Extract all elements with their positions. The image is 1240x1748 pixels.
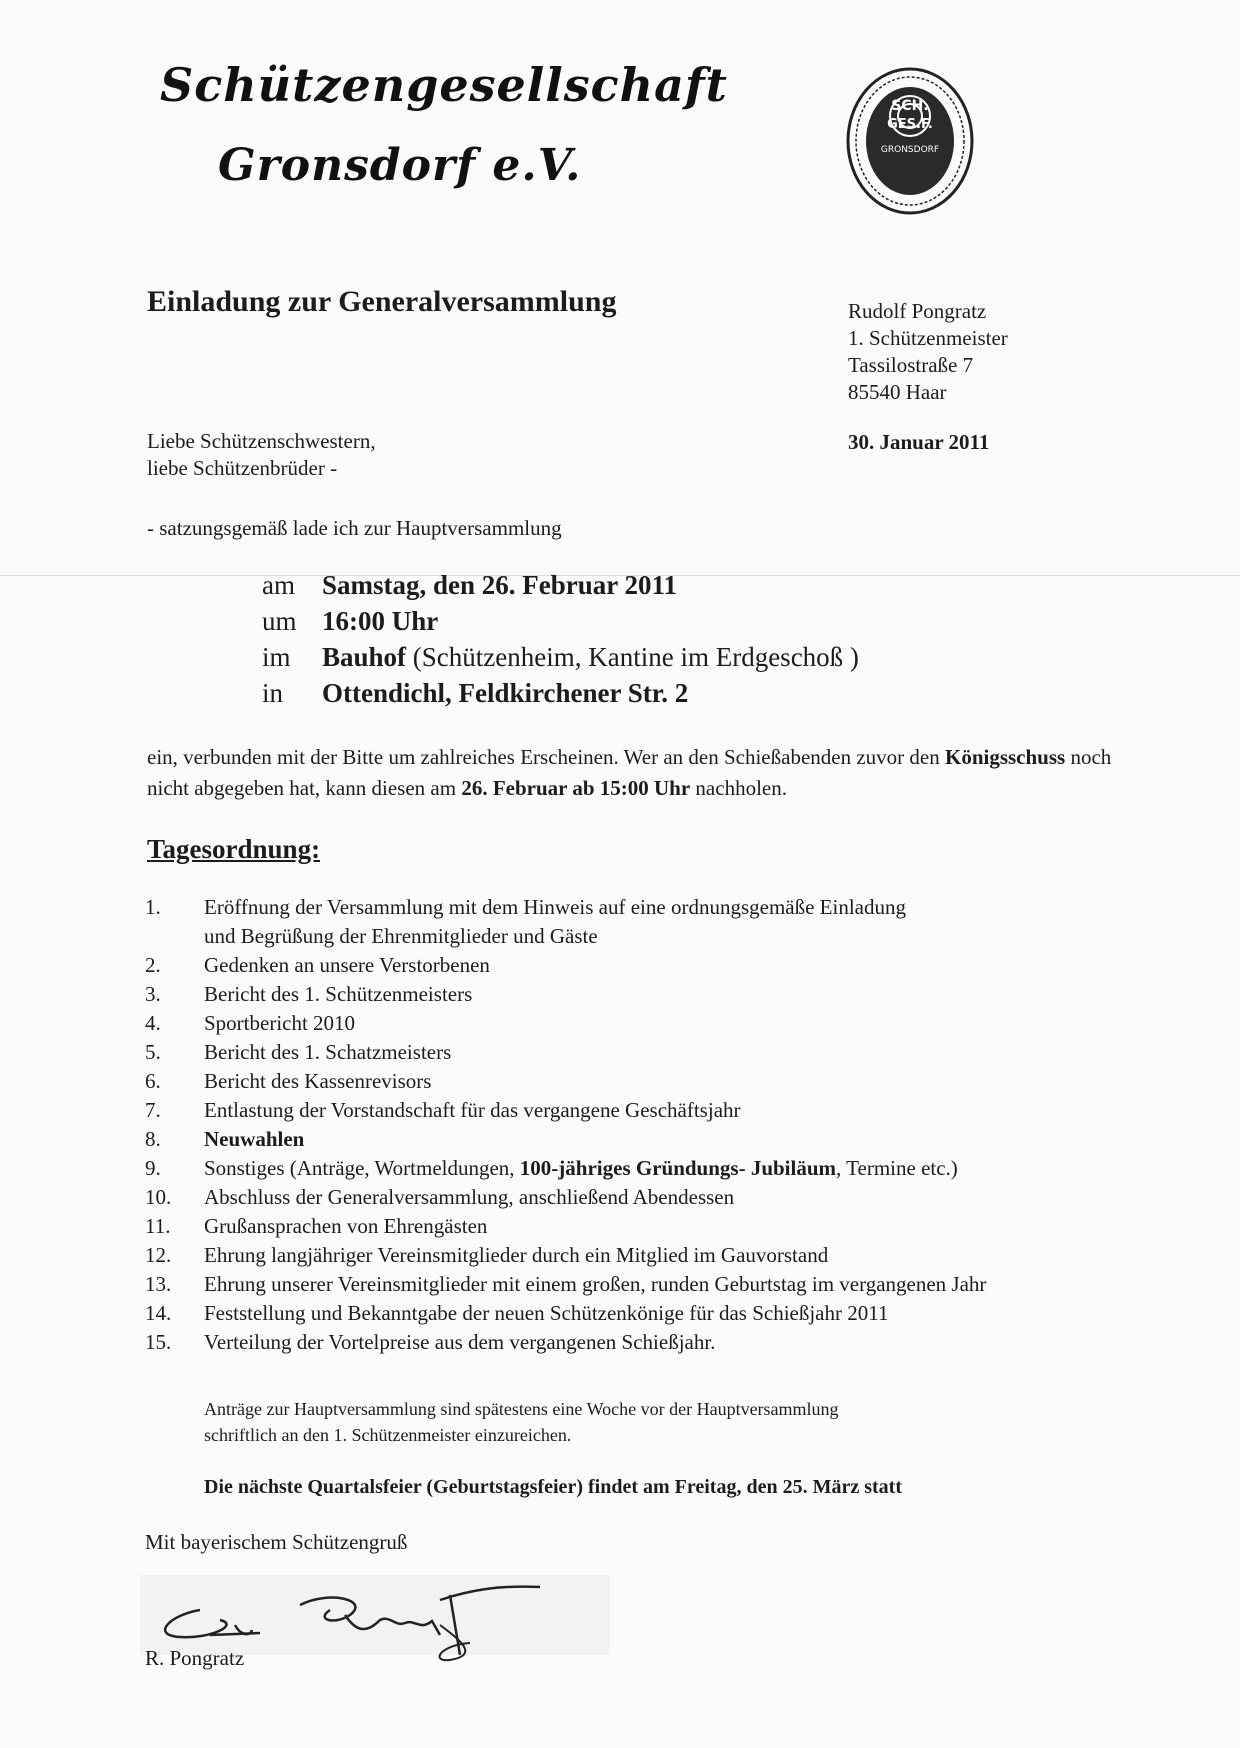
agenda-num: 2. bbox=[145, 953, 161, 977]
club-logo bbox=[845, 66, 975, 216]
agenda-num: 15. bbox=[145, 1330, 172, 1354]
agenda-text: , Termine etc.) bbox=[836, 1156, 958, 1180]
agenda-item bbox=[145, 1299, 1145, 1328]
intro-text: - satzungsgemäß lade ich zur Hauptversammlung bbox=[147, 516, 562, 540]
para-part: ein, verbunden mit der Bitte um zahlreiches Erscheinen. Wer an den Schießabenden zuvor den bbox=[147, 745, 945, 769]
closing-greeting: Mit bayerischem Schützengruß bbox=[145, 1530, 408, 1554]
greeting bbox=[147, 428, 376, 482]
agenda-title: Tagesordnung: bbox=[147, 834, 321, 864]
agenda-item bbox=[145, 1270, 1145, 1299]
agenda-item bbox=[145, 951, 1145, 980]
meeting-details bbox=[262, 570, 859, 714]
agenda-list bbox=[145, 893, 1145, 1357]
agenda-text: Abschluss der Generalversammlung, anschließend Abendessen bbox=[204, 1185, 735, 1209]
agenda-num: 13. bbox=[145, 1272, 172, 1296]
sender-role: 1. Schützenmeister bbox=[848, 326, 1008, 350]
detail-value: Samstag, den 26. Februar 2011 bbox=[322, 570, 678, 600]
agenda-item bbox=[145, 1009, 1145, 1038]
agenda-item bbox=[145, 980, 1145, 1009]
agenda-item bbox=[145, 1183, 1145, 1212]
sender-block bbox=[848, 298, 1008, 406]
note-line-1: Anträge zur Hauptversammlung sind spätestens eine Woche vor der Hauptversammlung bbox=[204, 1399, 839, 1419]
agenda-text: Sonstiges (Anträge, Wortmeldungen, bbox=[204, 1156, 520, 1180]
greeting-line-1: Liebe Schützenschwestern, bbox=[147, 429, 376, 453]
agenda-text: Feststellung und Bekanntgabe der neuen Schützenkönige für das Schießjahr 2011 bbox=[204, 1301, 889, 1325]
agenda-item bbox=[145, 1241, 1145, 1270]
letter-date: 30. Januar 2011 bbox=[848, 430, 990, 454]
club-name-line1: Schützengesellschaft bbox=[160, 58, 728, 112]
agenda-item bbox=[145, 1212, 1145, 1241]
agenda-item bbox=[145, 1096, 1145, 1125]
agenda-text-cont: und Begrüßung der Ehrenmitglieder und Gäste bbox=[204, 924, 598, 948]
detail-label: um bbox=[262, 606, 297, 636]
agenda-num: 14. bbox=[145, 1301, 172, 1325]
agenda-text: Sportbericht 2010 bbox=[204, 1011, 356, 1035]
note-line-2: schriftlich an den 1. Schützenmeister einzureichen. bbox=[204, 1425, 572, 1445]
agenda-text: Verteilung der Vortelpreise aus dem vergangenen Schießjahr. bbox=[204, 1330, 716, 1354]
next-event: Die nächste Quartalsfeier (Geburtstagsfeier) findet am Freitag, den 25. März statt bbox=[204, 1476, 902, 1498]
detail-row-date bbox=[262, 570, 859, 606]
greeting-line-2: liebe Schützenbrüder - bbox=[147, 456, 338, 480]
agenda-item bbox=[145, 1328, 1145, 1357]
agenda-num: 1. bbox=[145, 895, 161, 919]
agenda-num: 11. bbox=[145, 1214, 171, 1238]
detail-row-place bbox=[262, 642, 859, 678]
agenda-item bbox=[145, 1125, 1145, 1154]
agenda-text: Eröffnung der Versammlung mit dem Hinweis auf eine ordnungsgemäße Einladung bbox=[204, 895, 906, 919]
para-bold: 26. Februar ab 15:00 Uhr bbox=[461, 776, 691, 800]
sender-name: Rudolf Pongratz bbox=[848, 299, 987, 323]
note-block bbox=[204, 1396, 1104, 1448]
agenda-text-bold: 100-jähriges Gründungs- Jubiläum bbox=[519, 1156, 837, 1180]
agenda-text: Gedenken an unsere Verstorbenen bbox=[204, 953, 490, 977]
detail-label: im bbox=[262, 642, 291, 672]
detail-row-location bbox=[262, 678, 859, 714]
invitation-paragraph bbox=[147, 742, 1147, 804]
detail-value: Ottendichl, Feldkirchener Str. 2 bbox=[322, 678, 689, 708]
letter-title: Einladung zur Generalversammlung bbox=[147, 285, 617, 318]
signature-name: R. Pongratz bbox=[145, 1646, 245, 1670]
agenda-num: 12. bbox=[145, 1243, 172, 1267]
logo-text-2: GES.F. bbox=[887, 117, 933, 132]
agenda-text: Entlastung der Vorstandschaft für das vergangene Geschäftsjahr bbox=[204, 1098, 741, 1122]
agenda-num: 10. bbox=[145, 1185, 172, 1209]
detail-label: in bbox=[262, 678, 284, 708]
agenda-text: Bericht des 1. Schützenmeisters bbox=[204, 982, 473, 1006]
agenda-text: Ehrung unserer Vereinsmitglieder mit einem großen, runden Geburtstag im vergangenen Jahr bbox=[204, 1272, 987, 1296]
detail-value: Bauhof bbox=[322, 642, 407, 672]
para-part: noch nicht abgegeben hat, kann diesen am bbox=[147, 745, 1117, 800]
agenda-num: 6. bbox=[145, 1069, 161, 1093]
agenda-num: 9. bbox=[145, 1156, 161, 1180]
agenda-text: Bericht des 1. Schatzmeisters bbox=[204, 1040, 452, 1064]
agenda-num: 8. bbox=[145, 1127, 161, 1151]
agenda-num: 5. bbox=[145, 1040, 161, 1064]
agenda-item bbox=[145, 1038, 1145, 1067]
agenda-num: 4. bbox=[145, 1011, 161, 1035]
logo-text-1: SCH. bbox=[891, 98, 929, 114]
para-part: nachholen. bbox=[690, 776, 787, 800]
club-name-line2: Gronsdorf e.V. bbox=[218, 140, 582, 191]
sender-city: 85540 Haar bbox=[848, 380, 947, 404]
agenda-text: Bericht des Kassenrevisors bbox=[204, 1069, 432, 1093]
sender-street: Tassilostraße 7 bbox=[848, 353, 974, 377]
detail-row-time bbox=[262, 606, 859, 642]
detail-value: 16:00 Uhr bbox=[322, 606, 439, 636]
agenda-item bbox=[145, 1154, 1145, 1183]
detail-value-extra: (Schützenheim, Kantine im Erdgeschoß ) bbox=[406, 642, 859, 672]
agenda-item bbox=[145, 893, 1145, 951]
detail-label: am bbox=[262, 570, 295, 600]
agenda-num: 7. bbox=[145, 1098, 161, 1122]
logo-text-3: GRONSDORF bbox=[880, 145, 940, 155]
agenda-text: Ehrung langjähriger Vereinsmitglieder durch ein Mitglied im Gauvorstand bbox=[204, 1243, 829, 1267]
agenda-text-bold: Neuwahlen bbox=[204, 1127, 305, 1151]
agenda-num: 3. bbox=[145, 982, 161, 1006]
agenda-item bbox=[145, 1067, 1145, 1096]
agenda-text: Grußansprachen von Ehrengästen bbox=[204, 1214, 488, 1238]
para-bold: Königsschuss bbox=[944, 745, 1066, 769]
